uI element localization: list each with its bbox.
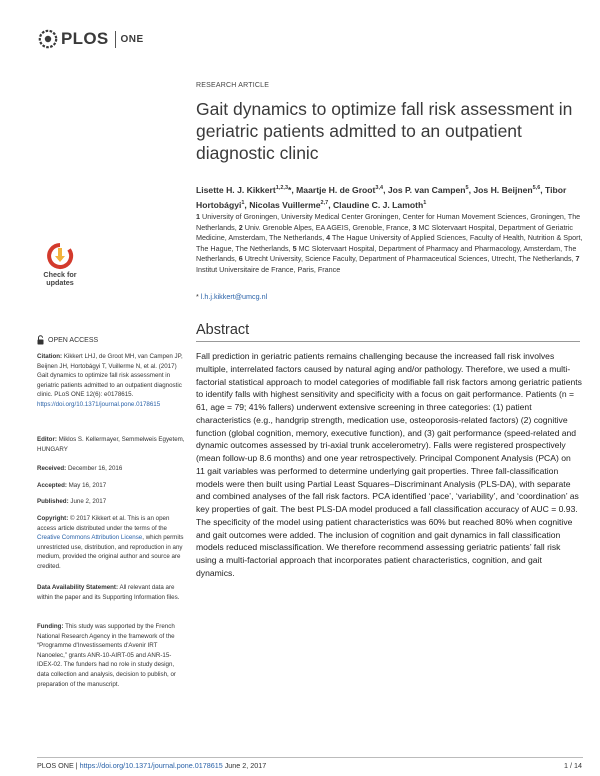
author[interactable]: Lisette H. J. Kikkert$^{1,2,3}$* (196, 184, 292, 195)
brand-name: PLOS (61, 29, 109, 48)
data-availability-block: Data Availability Statement: All relevant data are within the paper and its Supporting Information files. (37, 584, 180, 601)
logo-divider (115, 31, 116, 48)
received-date: Received: December 16, 2016 (37, 465, 123, 472)
citation-doi-link[interactable]: https://doi.org/10.1371/journal.pone.0178615 (37, 400, 161, 408)
license-link[interactable]: Creative Commons Attribution License (37, 534, 143, 542)
author[interactable]: Maartje H. de Groot$^{3,4}$ (296, 184, 384, 195)
author[interactable]: Nicolas Vuillerme$^{2,7}$ (249, 199, 329, 210)
published-date: Published: June 2, 2017 (37, 498, 107, 505)
abstract-heading: Abstract (196, 322, 250, 338)
article-type: RESEARCH ARTICLE (196, 82, 270, 89)
journal-logo[interactable] (38, 29, 144, 49)
open-lock-icon (37, 335, 44, 345)
email-link[interactable]: l.h.j.kikkert@umcg.nl (200, 292, 268, 301)
article-title: Gait dynamics to optimize fall risk assessment in geriatric patients admitted to an outpatient diagnostic clinic (196, 99, 573, 163)
open-access-badge: OPEN ACCESS (37, 335, 98, 345)
journal-name: ONE (120, 33, 144, 45)
citation-block: Citation: Kikkert LHJ, de Groot MH, van Campen JP, Beijnen JH, Hortobágyi T, Vuillerme N, et al. (2017) Gait dynamics to optimize fall risk assessment in geriatric patients admitted to an outpatient diagnostic clinic. PLoS ONE 12(6): e0178615. https://doi.org/10.1371/journal.pone.0178615 (37, 353, 183, 408)
abstract-divider (196, 341, 580, 342)
author[interactable]: Tibor Hortobágyi$^1$ (196, 184, 567, 210)
page-number: 1 / 14 (564, 761, 582, 770)
check-for-updates-button[interactable] (38, 243, 82, 289)
check-for-updates-label: Check for updates (43, 270, 77, 288)
accepted-date: Accepted: May 16, 2017 (37, 482, 107, 489)
footer-doi-link[interactable]: https://doi.org/10.1371/journal.pone.0178615 (79, 761, 223, 770)
author[interactable]: Jos H. Beijnen$^{5,6}$ (473, 184, 541, 195)
editor-block: Editor: Miklos S. Kellermayer, Semmelweis Egyetem, HUNGARY (37, 436, 185, 453)
affiliations: 1 University of Groningen, University Medical Center Groningen, Center for Human Movement Sciences, Groningen, The Netherlands, 2 Univ. Grenoble Alpes, EA AGEIS, Grenoble, France, 3 MC Slotervaart Hospital, Department of Geriatric Medicine, Amsterdam, The Netherlands, 4 The Hague University of Applied Sciences, Faculty of Health, Nutrition & Sport, The Hague, The Netherlands, 5 MC Slotervaart Hospital, Department of Pharmacy and Pharmacology, Amsterdam, The Netherlands, 6 Utrecht University, Science Faculty, Department of Pharmaceutical Sciences, Utrecht, The Netherlands, 7 Institut Universitaire de France, Paris, France (196, 212, 583, 274)
author[interactable]: Claudine C. J. Lamoth$^1$ (332, 199, 427, 210)
footer-citation: PLOS ONE | https://doi.org/10.1371/journal.pone.0178615 June 2, 2017 (37, 761, 267, 770)
abstract-text: Fall prediction in geriatric patients remains challenging because the increased fall risk involves multiple, interrelated factors caused by natural aging and/or pathology. Therefore, we used a multi-factorial statistical approach to model categories of modifiable fall risk factors among geriatric patients to identify falls with highest sensitivity and specificity with a focus on gait performance. Patients (n = 61, age = 79; 41% fallers) underwent extensive screening in three categories: (1) patient characteristics (e.g., handgrip strength, medication use, osteoporosis-related factors) (2) cognitive function (global cognition, memory, executive function), and (3) gait performance (speed-related and dynamic outcomes assessed by tri-axial trunk accelerometry). Falls were registered prospectively (mean follow-up 8.6 months) and one year retrospectively. Principal Component Analysis (PCA) on 11 gait variables was performed to determine underlying gait properties. Three fall-classification models were then built using Partial Least Squares–Discriminant Analysis (PLS-DA), with separate and combined analyses of the fall risk factors. PCA identified ‘pace’, ‘variability’, and ‘coordination’ as key properties of gait. The best PLS-DA model produced a fall classification accuracy of AUC = 0.93. The specificity of the model using patient characteristics was 60% but reached 80% when cognitive and gait outcomes were added. The inclusion of cognition and gait dynamics in fall classification models reduced misclassification. We therefore recommend assessing geriatric patients’ fall risk using a multi-factorial approach that incorporates patient characteristics, cognition, and gait dynamics. (196, 351, 582, 578)
check-for-updates-icon (38, 243, 82, 271)
corresponding-author: * l.h.j.kikkert@umcg.nl (196, 292, 268, 301)
plos-logo-icon (38, 29, 58, 49)
author[interactable]: Jos P. van Campen$^5$ (387, 184, 469, 195)
funding-block: Funding: This study was supported by the French National Research Agency in the framework of the “Programme d'Investissements d'Avenir IRT Nanoelec,” grants ANR-10-AIRT-05 and ANR-15-IDEX-02. The funders had no role in study design, data collection and analysis, decision to publish, or preparation of the manuscript. (37, 623, 176, 688)
copyright-block: Copyright: © 2017 Kikkert et al. This is an open access article distributed under the terms of the Creative Commons Attribution License, which permits unrestricted use, distribution, and reproduction in any medium, provided the original author and source are credited. (37, 515, 184, 570)
author-list: Lisette H. J. Kikkert$^{1,2,3}$*, Maartje H. de Groot$^{3,4}$, Jos P. van Campen$^5$, Jos H. Beijnen$^{5,6}$, Tibor Hortobágyi$^1$, Nicolas Vuillerme$^{2,7}$, Claudine C. J. Lamoth$^1$ (196, 184, 567, 210)
footer-divider (37, 757, 583, 758)
